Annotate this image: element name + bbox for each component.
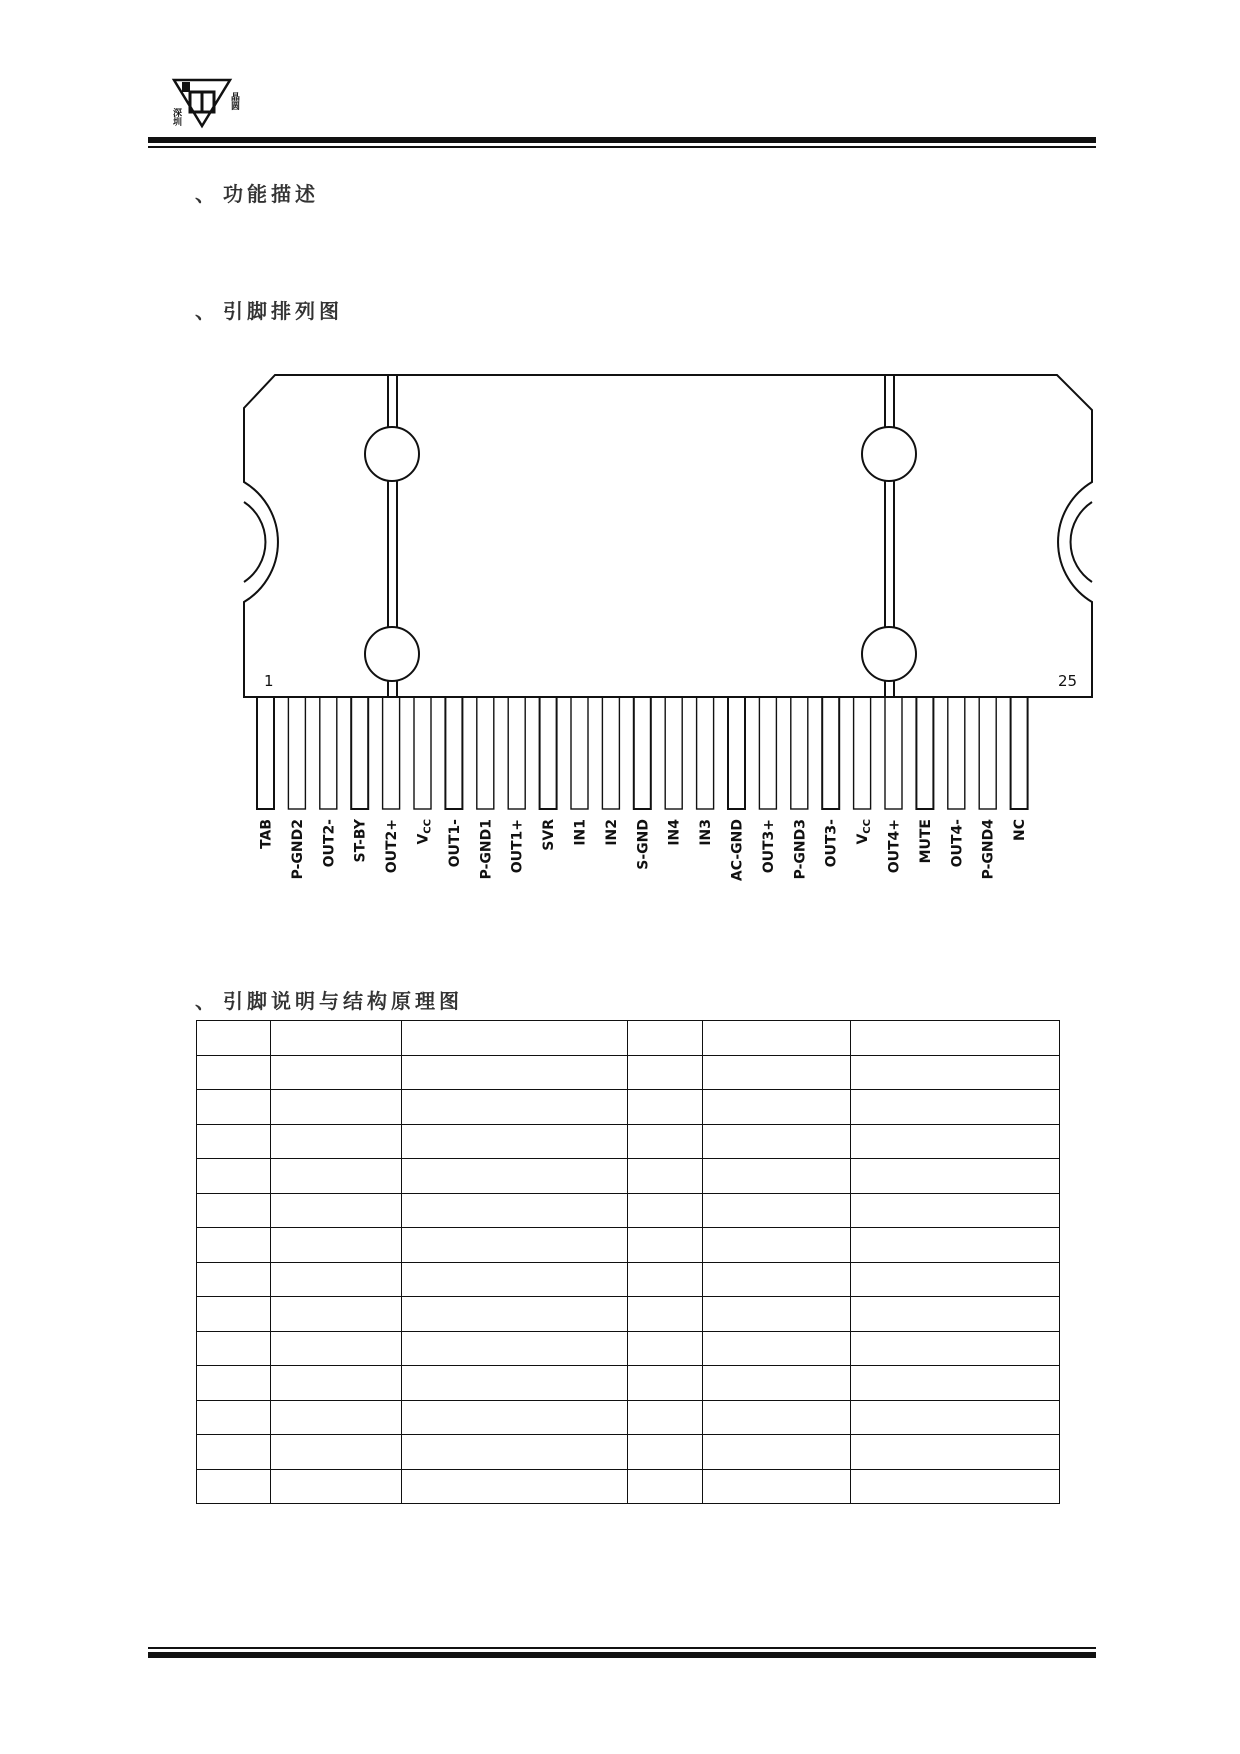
table-cell [197,1366,271,1401]
table-cell [271,1055,402,1090]
pin-leg-7 [445,697,462,809]
table-row [197,1366,1060,1401]
table-cell [703,1228,851,1263]
table-row [197,1055,1060,1090]
pin-leg-5 [383,697,400,809]
table-cell [197,1193,271,1228]
pin-leg-4 [351,697,368,809]
pin-label-14: IN4 [666,819,683,846]
table-cell [628,1055,703,1090]
table-row [197,1469,1060,1504]
table-cell [628,1469,703,1504]
pin-label-1: TAB [258,819,275,849]
pin-leg-11 [571,697,588,809]
pin-label-21: OUT4+ [886,819,903,874]
table-cell [628,1435,703,1470]
pin-leg-1 [257,697,274,809]
table-cell [197,1262,271,1297]
table-cell [402,1435,628,1470]
table-cell [703,1435,851,1470]
table-cell [271,1228,402,1263]
pin-label-19: OUT3- [823,819,840,868]
table-cell [703,1021,851,1056]
pin-label-10: SVR [541,819,558,851]
table-cell [851,1228,1060,1263]
table-row [197,1090,1060,1125]
table-cell [197,1090,271,1125]
table-row [197,1159,1060,1194]
table-cell [402,1228,628,1263]
pin-label-24: P-GND4 [980,819,997,880]
mounting-slot-right [862,375,916,697]
table-cell [851,1124,1060,1159]
pin-label-2: P-GND2 [289,819,306,880]
table-cell [197,1331,271,1366]
pin-label-13: S-GND [635,819,652,870]
table-cell [628,1090,703,1125]
pin-leg-22 [916,697,933,809]
pin-label-15: IN3 [698,819,715,846]
pin-label-6: $V_{CC}$ [415,819,434,845]
package-outline [244,375,1092,697]
pin-leg-23 [948,697,965,809]
table-row [197,1297,1060,1332]
table-cell [271,1124,402,1159]
footer-rule [148,1647,1096,1658]
table-cell [402,1021,628,1056]
table-row [197,1193,1060,1228]
table-cell [197,1159,271,1194]
table-cell [402,1297,628,1332]
pin-label-11: IN1 [572,819,589,846]
table-row [197,1331,1060,1366]
table-cell [197,1400,271,1435]
header-rule [148,137,1096,148]
table-row [197,1124,1060,1159]
table-cell [271,1159,402,1194]
table-row [197,1228,1060,1263]
table-cell [628,1297,703,1332]
table-cell [402,1262,628,1297]
table-cell [402,1366,628,1401]
pin-leg-17 [759,697,776,809]
table-cell [703,1366,851,1401]
table-cell [628,1228,703,1263]
pin-leg-24 [979,697,996,809]
logo-text-right: 晶圆 [229,92,239,110]
table-cell [628,1366,703,1401]
pin-label-4: ST-BY [352,819,369,863]
table-cell [197,1469,271,1504]
table-cell [628,1331,703,1366]
table-cell [703,1469,851,1504]
pin-label-3: OUT2- [321,819,338,868]
pin-leg-3 [320,697,337,809]
table-cell [271,1262,402,1297]
table-cell [271,1400,402,1435]
table-cell [851,1193,1060,1228]
pin-label-5: OUT2+ [384,819,401,874]
table-cell [703,1297,851,1332]
table-cell [851,1297,1060,1332]
table-row [197,1262,1060,1297]
table-cell [271,1021,402,1056]
table-cell [402,1469,628,1504]
table-cell [402,1055,628,1090]
table-row [197,1400,1060,1435]
table-cell [402,1090,628,1125]
table-cell [197,1124,271,1159]
table-cell [851,1159,1060,1194]
table-cell [197,1228,271,1263]
table-cell [271,1469,402,1504]
pin-description-table [196,1020,1060,1504]
table-cell [402,1124,628,1159]
table-cell [402,1159,628,1194]
pin-leg-18 [791,697,808,809]
table-cell [628,1124,703,1159]
table-cell [271,1297,402,1332]
logo-text-left: 深圳 [171,108,181,126]
table-cell [197,1297,271,1332]
table-cell [851,1469,1060,1504]
pin-label-23: OUT4- [949,819,966,868]
table-cell [851,1400,1060,1435]
pin-leg-6 [414,697,431,809]
pin-leg-14 [665,697,682,809]
table-cell [703,1193,851,1228]
table-cell [851,1090,1060,1125]
table-cell [628,1193,703,1228]
table-cell [703,1331,851,1366]
pin-leg-15 [697,697,714,809]
table-cell [402,1331,628,1366]
table-cell [197,1435,271,1470]
pin-label-22: MUTE [917,819,934,864]
table-cell [703,1055,851,1090]
table-cell [628,1262,703,1297]
table-cell [703,1124,851,1159]
table-cell [703,1090,851,1125]
pinout-diagram [230,360,1078,920]
table-cell [402,1400,628,1435]
table-cell [851,1262,1060,1297]
table-cell [271,1193,402,1228]
table-cell [703,1400,851,1435]
table-cell [628,1021,703,1056]
section-heading-pin-description: 、 引脚说明与结构原理图 [195,989,463,1013]
mounting-slot-left [365,375,419,697]
pin-label-12: IN2 [603,819,620,846]
pin-label-9: OUT1+ [509,819,526,874]
pin-leg-21 [885,697,902,809]
table-cell [703,1262,851,1297]
pin-leg-9 [508,697,525,809]
table-cell [271,1366,402,1401]
section-heading-function: 、 功能描述 [195,182,319,206]
pin-label-16: AC-GND [729,819,746,882]
pin-leg-12 [602,697,619,809]
pin-leg-8 [477,697,494,809]
table-cell [197,1021,271,1056]
pin-label-17: OUT3+ [760,819,777,874]
pin-label-20: $V_{CC}$ [855,819,874,845]
table-cell [851,1055,1060,1090]
company-logo [172,78,252,128]
table-cell [271,1090,402,1125]
pin-label-7: OUT1- [446,819,463,868]
pin-leg-13 [634,697,651,809]
table-cell [271,1331,402,1366]
table-cell [703,1159,851,1194]
table-cell [851,1021,1060,1056]
table-cell [197,1055,271,1090]
section-heading-pinout: 、 引脚排列图 [195,299,343,323]
table-cell [851,1331,1060,1366]
pin-leg-16 [728,697,745,809]
pin-label-18: P-GND3 [792,819,809,880]
table-row [197,1021,1060,1056]
pin-number-last: 25 [1058,672,1078,690]
table-cell [271,1435,402,1470]
table-cell [851,1366,1060,1401]
pin-leg-20 [854,697,871,809]
table-row [197,1435,1060,1470]
table-cell [628,1159,703,1194]
table-cell [628,1400,703,1435]
pin-label-25: NC [1012,819,1029,841]
table-cell [402,1193,628,1228]
pin-label-8: P-GND1 [478,819,495,880]
table-cell [851,1435,1060,1470]
pin-leg-25 [1011,697,1028,809]
pin-leg-2 [288,697,305,809]
pin-leg-19 [822,697,839,809]
pin-leg-10 [540,697,557,809]
pin-number-first: 1 [264,672,274,690]
